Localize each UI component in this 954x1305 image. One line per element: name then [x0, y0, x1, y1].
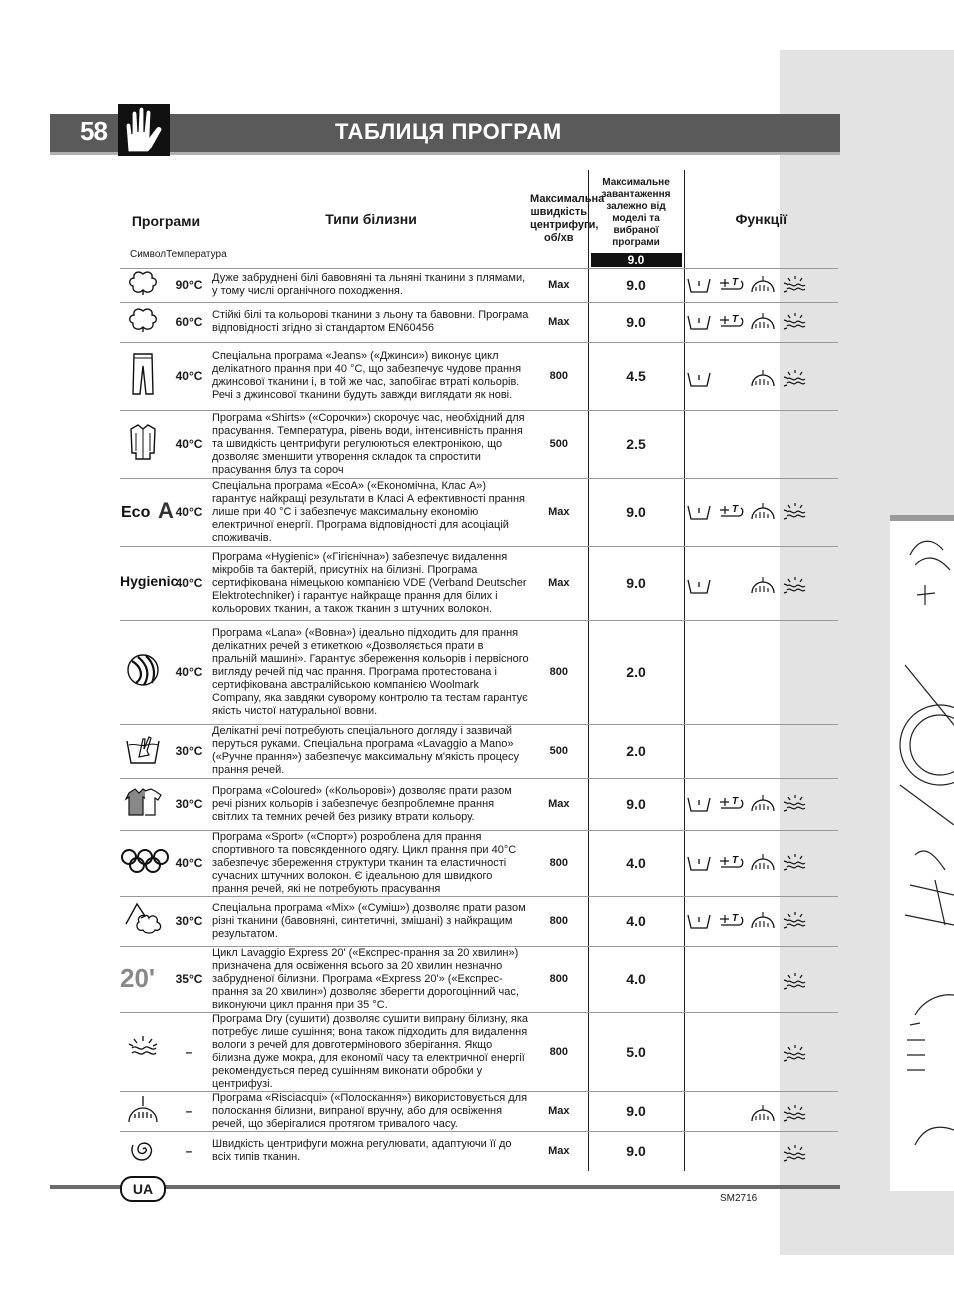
program-description: Цикл Lavaggio Express 20' («Експрес-прання за 20 хвилин») призначена для освіження всього за 20 хвилин незначно забрудненої білизни. Програма «Express 20'» («Експрес-прання за 20 хвилин») дозволяє зберегти дорогоцінний час, виконуючи цикл прання при 35 °C. — [212, 946, 530, 1012]
program-description: Спеціальна програма «EcoA» («Економічна, Клас А») гарантує найкращі результати в Класі А ефективності прання лише при 40 °C і забезпечує максимальну економію електричної енергії. Програма відповідності для асоціацій споживачів. — [212, 478, 530, 546]
program-symbol — [120, 830, 166, 896]
spin-icon — [128, 1151, 158, 1168]
program-max-load: 9.0 — [588, 268, 684, 302]
drying-icon — [781, 794, 809, 814]
program-temperature: – — [166, 1091, 212, 1131]
program-temperature: 30°C — [166, 778, 212, 830]
handwash-icon — [125, 752, 161, 769]
page-title: ТАБЛИЦЯ ПРОГРАМ — [335, 119, 562, 144]
program-max-load: 4.5 — [588, 342, 684, 410]
program-spin-speed: Max — [530, 268, 588, 302]
table-row — [120, 546, 838, 620]
rinse-drain-icon — [749, 911, 777, 931]
cotton-icon — [126, 320, 160, 337]
program-max-load: 2.0 — [588, 724, 684, 778]
rinse-drain-icon — [749, 275, 777, 295]
program-functions — [684, 410, 838, 478]
program-spin-speed: Max — [530, 778, 588, 830]
program-functions — [684, 830, 838, 896]
program-max-load: 9.0 — [588, 1091, 684, 1131]
washing-machine-illustration — [895, 525, 954, 1175]
drying-icon — [781, 1044, 809, 1064]
program-description: Програма «Sport» («Спорт») розроблена для прання спортивного та повсякденного одягу. Цикл прання при 40°C забезпечує збереження структури тканин та еластичності сучасних штучних волокон. Є ідеальною для швидкого прання речей, які не потребують прасування — [212, 830, 530, 896]
program-max-load: 9.0 — [588, 778, 684, 830]
footer-bar — [50, 1185, 840, 1189]
program-functions — [684, 302, 838, 342]
eco-a-icon — [120, 497, 184, 526]
table-header-row — [120, 170, 838, 268]
program-functions — [684, 478, 838, 546]
table-row — [120, 896, 838, 946]
program-spin-speed: Max — [530, 478, 588, 546]
program-temperature: 40°C — [166, 830, 212, 896]
empty-function-slot — [685, 1039, 713, 1059]
program-temperature: – — [185, 1144, 193, 1159]
program-max-load: 9.0 — [588, 546, 684, 620]
rinse-drain-icon — [749, 794, 777, 814]
program-max-load: 5.0 — [588, 1012, 684, 1091]
empty-function-slot — [717, 1098, 745, 1118]
program-max-load: 9.0 — [588, 302, 684, 342]
table-row — [120, 724, 838, 778]
program-description: Програма Dry (сушити) дозволяє сушити випрану білизну, яка потребує лише сушіння; вона також підходить для видалення вологи з речей для довготермінового зберігання. Якщо білизна дуже мокра, для економії часу та електричної енергії рекомендується перед сушінням виконати обробки у центрифузі. — [212, 1012, 529, 1090]
table-row — [120, 302, 838, 342]
empty-function-slot — [717, 966, 745, 986]
svg-text:T: T — [731, 796, 738, 807]
rinse-drain-icon — [749, 576, 777, 596]
program-spin-speed: 800 — [530, 830, 588, 896]
table-row — [120, 830, 838, 896]
table-row — [120, 342, 838, 410]
language-badge: UA — [120, 1176, 166, 1202]
program-description: Програма «Shirts» («Сорочки») скорочує час, необхідний для прасування. Температура, рівень води, інтенсивність прання та швидкість центрифуги регулюються електронікою, що дозволяє зменшити утворення складок та спростити прасування блуз та сороч — [212, 410, 530, 478]
program-symbol — [120, 268, 166, 302]
table-row — [120, 946, 838, 1012]
prewash-icon — [685, 502, 713, 522]
program-table — [120, 170, 838, 1171]
empty-function-slot — [749, 966, 777, 986]
functions-header: Функції — [684, 170, 838, 268]
svg-text:T: T — [731, 314, 738, 325]
program-symbol — [120, 1131, 166, 1171]
svg-text:T: T — [731, 855, 738, 866]
drying-icon — [781, 502, 809, 522]
temperature-wash-icon — [717, 502, 745, 522]
program-description: Стійкі білі та кольорові тканини з льону та бавовни. Програма відповідності згідно зі стандартом EN60456 — [212, 302, 530, 342]
program-functions — [684, 724, 838, 778]
wool-icon — [126, 674, 160, 691]
program-symbol — [120, 896, 166, 946]
program-functions — [684, 342, 838, 410]
drying-icon — [781, 1104, 809, 1124]
program-max-load: 4.0 — [588, 830, 684, 896]
program-symbol — [120, 302, 166, 342]
program-description: Делікатні речі потребують спеціального догляду і зазвичай перуться руками. Спеціальна програма «Lavaggio a Mano» («Ручне прання») забезпечує максимальну м'якість процесу прання речей. — [212, 724, 530, 778]
program-functions — [684, 946, 838, 1012]
drying-icon — [781, 1144, 809, 1164]
program-max-load: 9.0 — [588, 1131, 684, 1171]
programs-heading: Програми — [131, 213, 201, 230]
table-row — [120, 1012, 838, 1091]
types-header: Типи білизни — [212, 170, 530, 268]
mix-icon — [123, 923, 163, 940]
rinse-drain-icon — [749, 312, 777, 332]
program-symbol — [120, 620, 166, 724]
program-description: Спеціальна програма «Jeans» («Джинси») виконує цикл делікатного прання при 40 °C, що забезпечує чудове прання джинсової тканини і, в той же час, запобігає втраті кольорів. Речі з джинсової тканини будуть завжди виглядати як нові. — [212, 342, 530, 410]
prewash-icon — [685, 794, 713, 814]
program-max-load: 4.0 — [588, 946, 684, 1012]
drying-icon — [781, 275, 809, 295]
program-max-load: 2.0 — [588, 620, 684, 724]
program-max-load: 2.5 — [588, 410, 684, 478]
program-symbol — [120, 1091, 166, 1131]
dry-icon — [126, 1051, 160, 1068]
program-symbol — [120, 546, 179, 620]
rinse-drain-icon — [749, 853, 777, 873]
program-functions — [684, 268, 838, 302]
table-row — [120, 1131, 838, 1171]
program-description: Дуже забруднені білі бавовняні та льняні тканини з плямами, у тому числі органічного походження. — [212, 268, 530, 302]
svg-text:T: T — [731, 277, 738, 288]
program-spin-speed: 800 — [530, 896, 588, 946]
load-value-badge: 9.0 — [591, 253, 682, 267]
program-temperature: 90°C — [166, 268, 212, 302]
program-functions — [684, 1012, 838, 1091]
empty-function-slot — [717, 1039, 745, 1059]
program-spin-speed: 800 — [530, 1012, 588, 1091]
table-row — [120, 478, 838, 546]
program-symbol — [120, 1012, 166, 1091]
program-temperature: 40°C — [166, 342, 212, 410]
spin-header: Максимальна швидкість центрифуги, об/хв — [530, 170, 588, 268]
empty-function-slot — [685, 1138, 713, 1158]
program-temperature: 60°C — [166, 302, 212, 342]
program-functions — [684, 896, 838, 946]
program-symbol — [120, 778, 166, 830]
program-description: Швидкість центрифуги можна регулювати, адаптуючи її до всіх типів тканин. — [212, 1138, 512, 1164]
express20-icon — [120, 962, 182, 995]
empty-function-slot — [717, 1138, 745, 1158]
program-spin-speed: 500 — [530, 724, 588, 778]
svg-text:Hygienic: Hygienic — [120, 572, 179, 589]
drying-icon — [781, 911, 809, 931]
program-spin-speed: Max — [530, 1091, 588, 1131]
coloured-icon — [123, 804, 163, 821]
empty-function-slot — [685, 1098, 713, 1118]
prewash-icon — [685, 911, 713, 931]
prewash-icon — [685, 275, 713, 295]
svg-text:T: T — [731, 913, 738, 924]
program-functions — [684, 1091, 838, 1131]
program-symbol — [120, 946, 166, 1012]
program-description: Програма «Coloured» («Кольорові») дозволяє прати разом речі різних кольорів і забезпечує безпроблемне прання світлих та темних речей без ризику втрати кольору. — [212, 778, 530, 830]
svg-text:A: A — [158, 497, 174, 522]
rinse-drain-icon — [749, 1104, 777, 1124]
program-max-load: 4.0 — [588, 896, 684, 946]
temperature-wash-icon — [717, 275, 745, 295]
program-temperature: 30°C — [166, 896, 212, 946]
program-spin-speed: Max — [548, 1145, 570, 1158]
prewash-icon — [685, 312, 713, 332]
table-row — [120, 1091, 838, 1131]
hand-logo-icon — [118, 104, 170, 156]
drying-icon — [781, 576, 809, 596]
program-spin-speed: 500 — [530, 410, 588, 478]
shirt-icon — [130, 448, 156, 465]
program-spin-speed: 800 — [530, 946, 588, 1012]
prewash-icon — [685, 576, 713, 596]
svg-text:20': 20' — [120, 962, 156, 991]
rinse-drain-icon — [749, 502, 777, 522]
program-temperature: 40°C — [166, 620, 212, 724]
program-spin-speed: 800 — [530, 342, 588, 410]
load-header-text: Максимальне завантаження залежно від моделі та вибраної програми — [601, 176, 671, 248]
program-description: Програма «Hygienic» («Гігієнічна») забезпечує видалення мікробів та бактерій, присутніх на білизні. Програма сертифікована німецькою компанією VDE (Verband Deutscher Elektrotechniker) і гарантує найкраще прання для білих і кольорових тканин, а також тканин з штучних волокон. — [212, 546, 530, 620]
table-row — [120, 268, 838, 302]
drying-icon — [781, 369, 809, 389]
program-functions — [684, 778, 838, 830]
rinse-icon — [126, 1111, 160, 1128]
empty-function-slot — [685, 966, 713, 986]
program-functions — [684, 620, 838, 724]
prewash-icon — [685, 853, 713, 873]
program-temperature: 30°C — [166, 724, 212, 778]
load-header — [588, 170, 684, 268]
svg-text:T: T — [731, 504, 738, 515]
program-temperature: – — [166, 1012, 212, 1091]
sport-icon — [120, 861, 170, 878]
program-description: Спеціальна програма «Mix» («Суміш») дозволяє прати разом різні тканини (бавовняні, синтетичні, змішані) з найкращим результатом. — [212, 896, 530, 946]
cotton-icon — [126, 283, 160, 300]
document-code: SM2716 — [720, 1193, 758, 1204]
program-symbol — [120, 342, 166, 410]
drying-icon — [781, 853, 809, 873]
program-description: Програма «Risciacqui» («Полоскання») використовується для полоскання білизни, випраної вручну, або для освіження речей, що зберігалися протягом тривалого часу. — [212, 1091, 530, 1131]
program-temperature: 40°C — [166, 478, 212, 546]
empty-function-slot — [717, 570, 745, 590]
program-spin-speed: Max — [530, 546, 588, 620]
empty-function-slot — [749, 1039, 777, 1059]
drying-icon — [781, 972, 809, 992]
program-symbol — [120, 410, 166, 478]
program-symbol — [120, 724, 166, 778]
program-functions — [684, 546, 838, 620]
svg-text:Eco: Eco — [121, 503, 151, 521]
empty-function-slot — [749, 1138, 777, 1158]
symbol-subheader: Символ — [130, 249, 167, 261]
jeans-icon — [131, 383, 155, 400]
program-max-load: 9.0 — [588, 478, 684, 546]
table-row — [120, 410, 838, 478]
programs-header — [120, 170, 227, 268]
program-temperature: 35°C — [166, 946, 212, 1012]
program-functions — [684, 1131, 838, 1171]
prewash-icon — [685, 369, 713, 389]
temperature-wash-icon — [717, 853, 745, 873]
temperature-subheader: Температура — [166, 249, 227, 261]
temperature-wash-icon — [717, 911, 745, 931]
drying-icon — [781, 312, 809, 332]
program-temperature: 40°C — [166, 410, 212, 478]
table-row — [120, 620, 838, 724]
program-spin-speed: 800 — [530, 620, 588, 724]
page-number: 58 — [80, 116, 107, 146]
program-description: Програма «Lana» («Вовна») ідеально підходить для прання делікатних речей з етикеткою «Дозволяється прати в пральній машині». Гарантує збереження кольорів і первісного вигляду речей під час прання. Програма протестована і сертифікована австралійською компанією Woolmark Company, яка завдяки суворому контролю та тестам гарантує якість чистої натуральної вовни. — [212, 620, 530, 724]
temperature-wash-icon — [717, 794, 745, 814]
table-row — [120, 778, 838, 830]
program-spin-speed: Max — [530, 302, 588, 342]
program-temperature: 40°C — [166, 546, 212, 620]
empty-function-slot — [717, 363, 745, 383]
program-symbol — [120, 478, 174, 546]
temperature-wash-icon — [717, 312, 745, 332]
rinse-drain-icon — [749, 369, 777, 389]
